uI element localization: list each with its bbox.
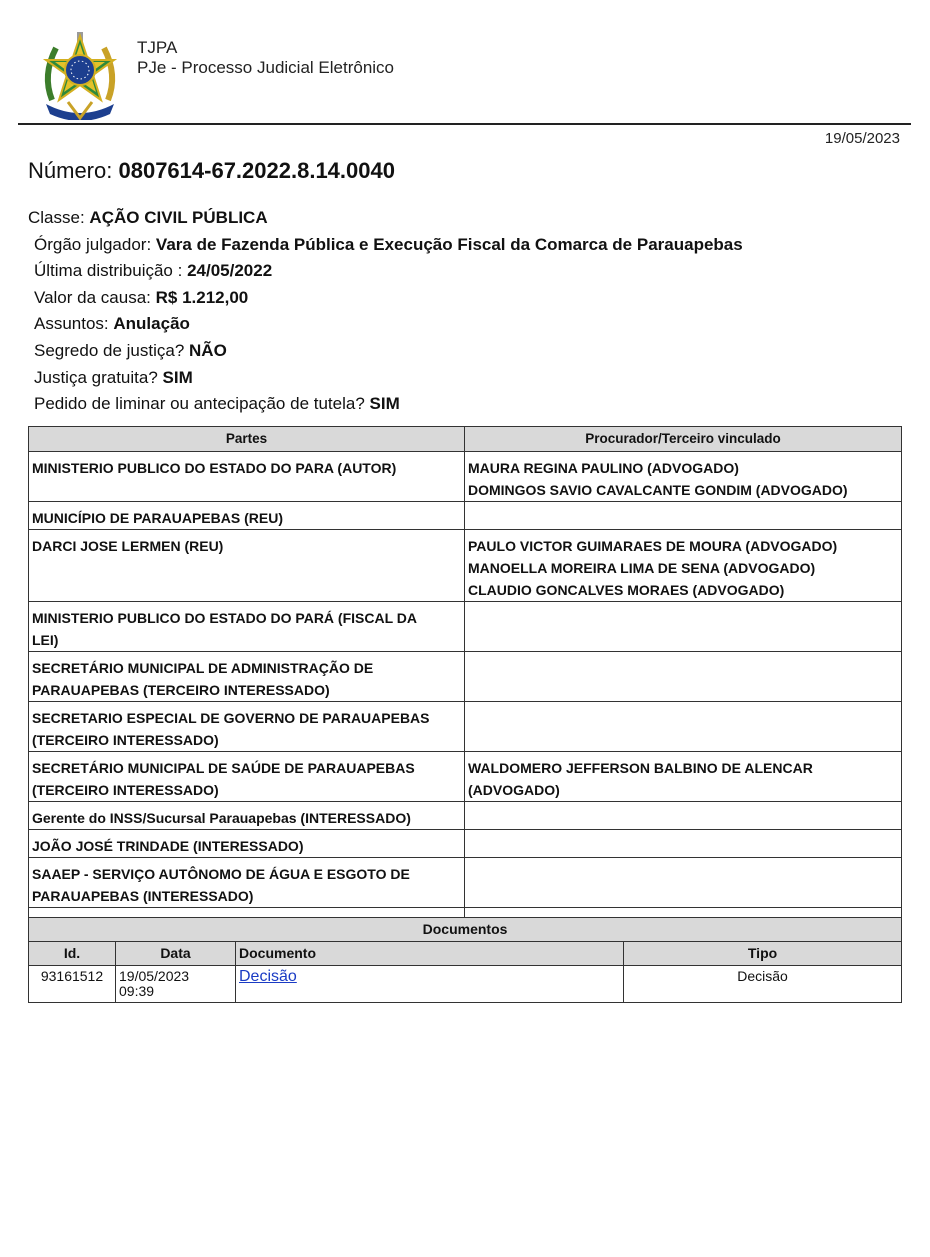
info-label: Justiça gratuita? xyxy=(34,367,158,387)
info-segredo-justica xyxy=(28,338,743,365)
table-row xyxy=(29,502,902,530)
parte-cell xyxy=(29,502,465,530)
procurador-cell xyxy=(465,702,902,752)
documentos-title: Documentos xyxy=(29,918,902,942)
info-label: Pedido de liminar ou antecipação de tutela? xyxy=(34,394,365,414)
brasao-republica-emblem xyxy=(38,30,122,120)
info-label: Segredo de justiça? xyxy=(34,340,185,360)
org-name: TJPA xyxy=(137,38,178,57)
process-number xyxy=(28,158,395,184)
doc-id: 93161512 xyxy=(29,966,116,1003)
info-classe xyxy=(28,205,743,232)
procurador-name: (ADVOGADO) xyxy=(468,782,560,798)
procurador-cell xyxy=(465,502,902,530)
doc-date: 19/05/2023 xyxy=(119,968,190,984)
procurador-name: MAURA REGINA PAULINO (ADVOGADO) xyxy=(468,460,739,476)
procurador-name: CLAUDIO GONCALVES MORAES (ADVOGADO) xyxy=(468,582,785,598)
print-date: 19/05/2023 xyxy=(824,130,900,147)
parte-cell xyxy=(29,802,465,830)
info-label: Órgão julgador: xyxy=(34,234,152,254)
process-number-label: Número: xyxy=(28,158,113,183)
partes-header-row xyxy=(29,427,902,452)
info-value: NÃO xyxy=(189,340,227,360)
column-header-data: Data xyxy=(116,942,236,966)
info-valor-causa xyxy=(28,285,743,312)
info-value: AÇÃO CIVIL PÚBLICA xyxy=(89,208,268,227)
parte-name: SECRETÁRIO MUNICIPAL DE SAÚDE DE PARAUAPEBAS xyxy=(32,760,415,776)
parte-cell xyxy=(29,530,465,602)
org-header xyxy=(137,38,394,78)
page-header xyxy=(0,0,930,126)
doc-link[interactable]: Decisão xyxy=(239,968,297,985)
parte-cell xyxy=(29,702,465,752)
table-row xyxy=(29,858,902,908)
info-value: SIM xyxy=(369,394,400,414)
header-divider xyxy=(18,123,911,125)
parte-name: MUNICÍPIO DE PARAUAPEBAS (REU) xyxy=(32,510,283,526)
column-header-partes: Partes xyxy=(29,427,465,452)
table-row xyxy=(29,830,902,858)
procurador-cell xyxy=(465,530,902,602)
documentos-table xyxy=(28,917,902,1003)
info-label: Valor da causa: xyxy=(34,287,151,307)
doc-tipo: Decisão xyxy=(624,966,902,1003)
doc-data xyxy=(116,966,236,1003)
parte-name: DARCI JOSE LERMEN (REU) xyxy=(32,538,224,554)
parte-name: (TERCEIRO INTERESSADO) xyxy=(32,732,219,748)
parte-name: (TERCEIRO INTERESSADO) xyxy=(32,782,219,798)
column-header-id: Id. xyxy=(29,942,116,966)
table-row xyxy=(29,702,902,752)
table-row xyxy=(29,802,902,830)
procurador-cell xyxy=(465,652,902,702)
procurador-cell xyxy=(465,830,902,858)
info-assuntos xyxy=(28,311,743,338)
doc-time: 09:39 xyxy=(119,983,155,999)
table-row xyxy=(29,602,902,652)
procurador-cell xyxy=(465,752,902,802)
column-header-tipo: Tipo xyxy=(624,942,902,966)
parte-name: SECRETARIO ESPECIAL DE GOVERNO DE PARAUAPEBAS xyxy=(32,710,430,726)
doc-documento xyxy=(236,966,624,1003)
parte-name: JOÃO JOSÉ TRINDADE (INTERESSADO) xyxy=(32,838,304,854)
column-header-procurador: Procurador/Terceiro vinculado xyxy=(465,427,902,452)
table-row xyxy=(29,452,902,502)
documentos-title-row xyxy=(29,918,902,942)
procurador-name: WALDOMERO JEFFERSON BALBINO DE ALENCAR xyxy=(468,760,813,776)
process-info xyxy=(28,205,743,418)
table-row xyxy=(29,530,902,602)
parte-name: LEI) xyxy=(32,632,59,648)
table-row xyxy=(29,752,902,802)
parte-cell xyxy=(29,652,465,702)
info-ultima-distribuicao xyxy=(28,258,743,285)
partes-table xyxy=(28,426,902,936)
parte-name: Gerente do INSS/Sucursal Parauapebas (INTERESSADO) xyxy=(32,810,411,826)
procurador-cell xyxy=(465,602,902,652)
column-header-documento: Documento xyxy=(236,942,624,966)
info-value: Anulação xyxy=(113,314,190,334)
parte-name: MINISTERIO PUBLICO DO ESTADO DO PARÁ (FISCAL DA xyxy=(32,610,418,626)
table-row xyxy=(29,652,902,702)
info-label: Assuntos: xyxy=(34,314,109,334)
partes-table-body xyxy=(29,452,902,936)
info-label: Classe: xyxy=(28,208,85,227)
procurador-cell xyxy=(465,452,902,502)
procurador-name: PAULO VICTOR GUIMARAES DE MOURA (ADVOGADO) xyxy=(468,538,838,554)
info-value: Vara de Fazenda Pública e Execução Fiscal da Comarca de Parauapebas xyxy=(155,234,743,254)
info-orgao-julgador xyxy=(28,232,743,259)
parte-name: SECRETÁRIO MUNICIPAL DE ADMINISTRAÇÃO DE xyxy=(32,660,374,676)
documentos-header-row xyxy=(29,942,902,966)
info-pedido-liminar xyxy=(28,391,743,418)
procurador-cell xyxy=(465,858,902,908)
parte-name: MINISTERIO PUBLICO DO ESTADO DO PARA (AUTOR) xyxy=(32,460,397,476)
procurador-name: MANOELLA MOREIRA LIMA DE SENA (ADVOGADO) xyxy=(468,560,816,576)
table-row xyxy=(29,966,902,1003)
system-name: PJe - Processo Judicial Eletrônico xyxy=(137,58,395,77)
info-value: R$ 1.212,00 xyxy=(155,287,249,307)
info-justica-gratuita xyxy=(28,365,743,392)
parte-name: PARAUAPEBAS (INTERESSADO) xyxy=(32,888,254,904)
parte-cell xyxy=(29,752,465,802)
procurador-cell xyxy=(465,802,902,830)
parte-cell xyxy=(29,830,465,858)
procurador-name: DOMINGOS SAVIO CAVALCANTE GONDIM (ADVOGADO) xyxy=(468,482,848,498)
parte-name: SAAEP - SERVIÇO AUTÔNOMO DE ÁGUA E ESGOTO DE xyxy=(32,866,410,882)
parte-cell xyxy=(29,858,465,908)
process-number-value: 0807614-67.2022.8.14.0040 xyxy=(118,158,395,183)
info-value: 24/05/2022 xyxy=(187,261,273,281)
info-value: SIM xyxy=(162,367,193,387)
parte-cell xyxy=(29,452,465,502)
info-label: Última distribuição : xyxy=(34,261,183,281)
parte-cell xyxy=(29,602,465,652)
parte-name: PARAUAPEBAS (TERCEIRO INTERESSADO) xyxy=(32,682,330,698)
